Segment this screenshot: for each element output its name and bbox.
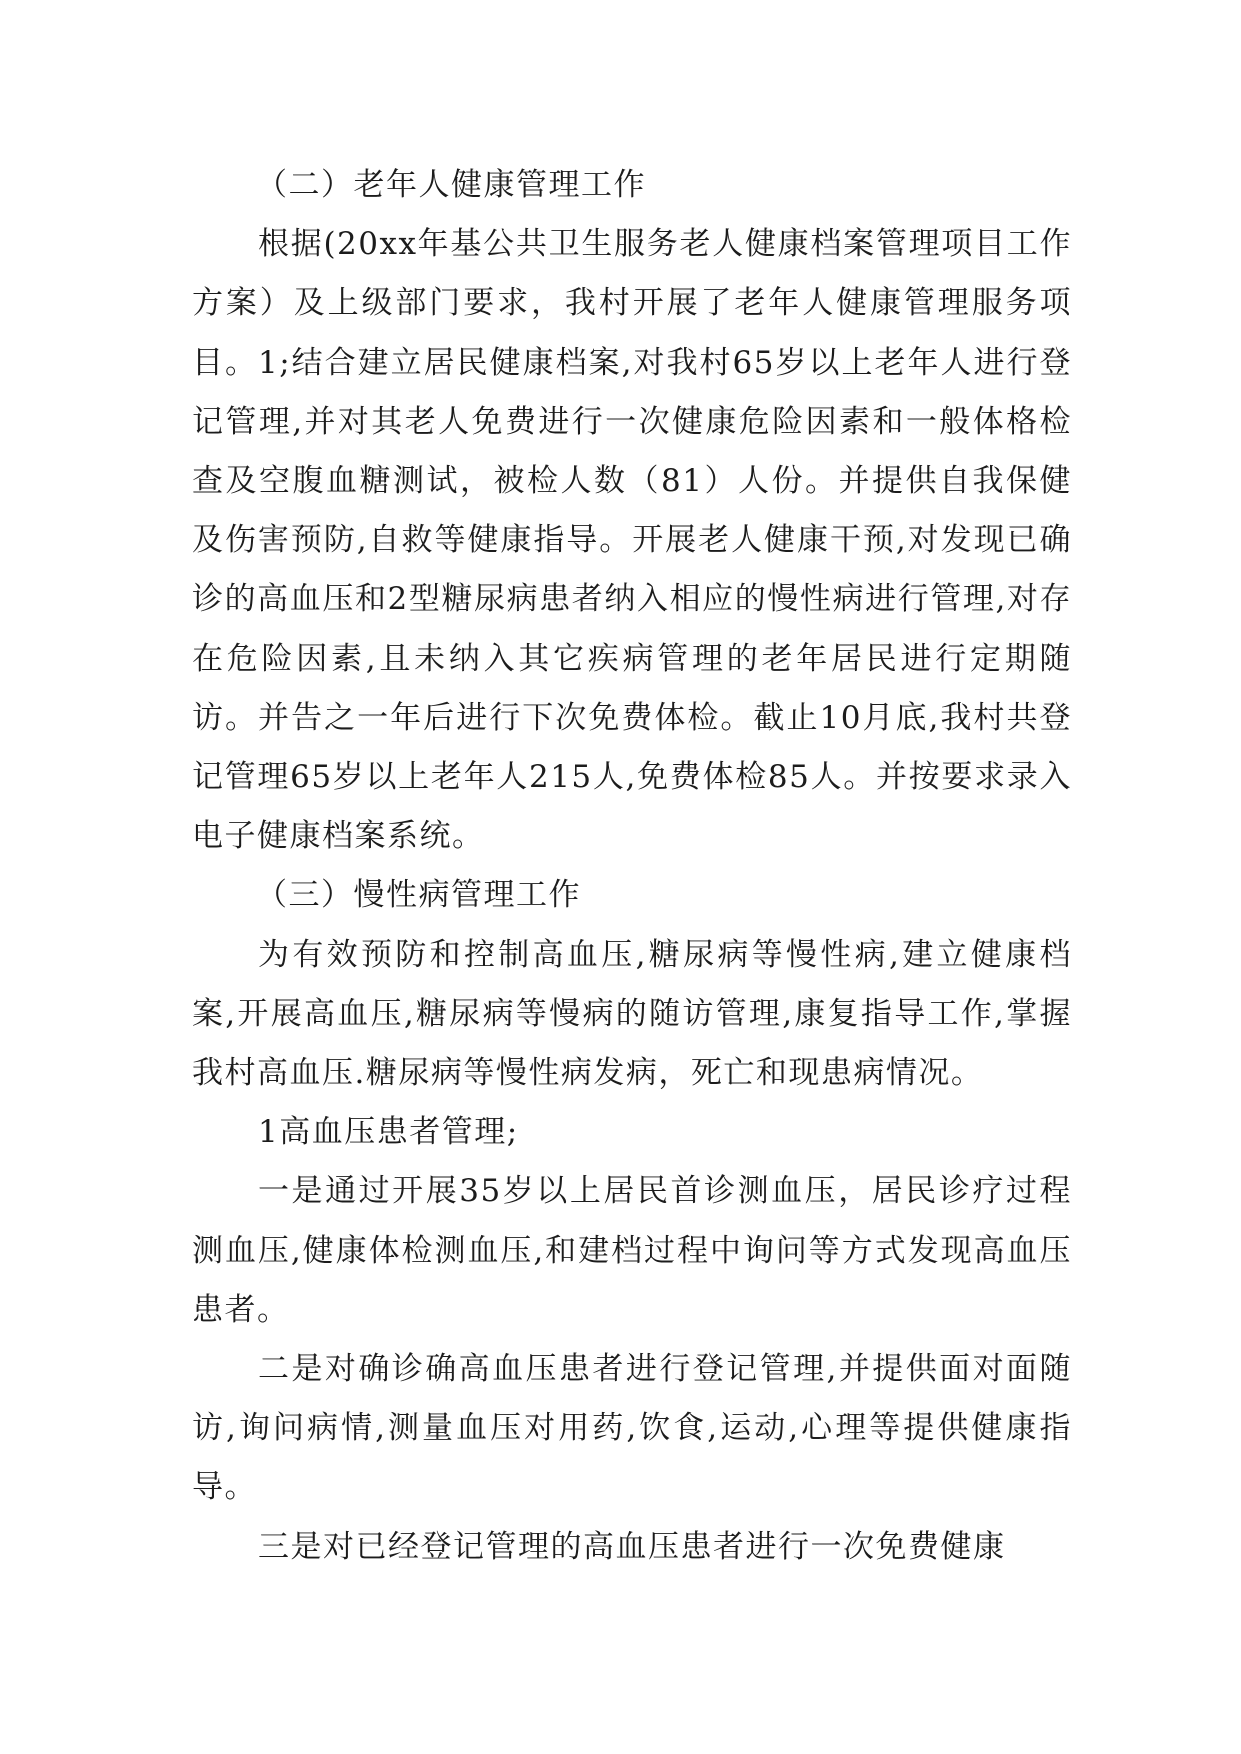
paragraph: 根据(20xx年基公共卫生服务老人健康档案管理项目工作方案）及上级部门要求，我村开展了老年人健康管理服务项目。1;结合建立居民健康档案,对我村65岁以上老年人进行登记管理,并对其老人免费进行一次健康危险因素和一般体格检查及空腹血糖测试，被检人数（81）人份。并提供自我保健及伤害预防,自救等健康指导。开展老人健康干预,对发现已确诊的高血压和2型糖尿病患者纳入相应的慢性病进行管理,对存在危险因素,且未纳入其它疾病管理的老年居民进行定期随访。并告之一年后进行下次免费体检。截止10月底,我村共登记管理65岁以上老年人215人,免费体检85人。并按要求录入电子健康档案系统。 [192,226,1072,855]
paragraph: 三是对已经登记管理的高血压患者进行一次免费健康 [258,1528,1006,1565]
paragraph: 二是对确诊确高血压患者进行登记管理,并提供面对面随访,询问病情,测量血压对用药,饮食,运动,心理等提供健康指导。 [192,1351,1072,1506]
paragraph: 一是通过开展35岁以上居民首诊测血压，居民诊疗过程测血压,健康体检测血压,和建档过程中询问等方式发现高血压患者。 [192,1173,1072,1328]
section-heading: （三）慢性病管理工作 [256,877,581,914]
document-body [192,156,1072,1577]
paragraph: 为有效预防和控制高血压,糖尿病等慢性病,建立健康档案,开展高血压,糖尿病等慢病的随访管理,康复指导工作,掌握我村高血压.糖尿病等慢性病发病，死亡和现患病情况。 [192,936,1072,1092]
section-heading: （二）老年人健康管理工作 [256,167,646,203]
paragraph: 1高血压患者管理; [258,1114,519,1151]
